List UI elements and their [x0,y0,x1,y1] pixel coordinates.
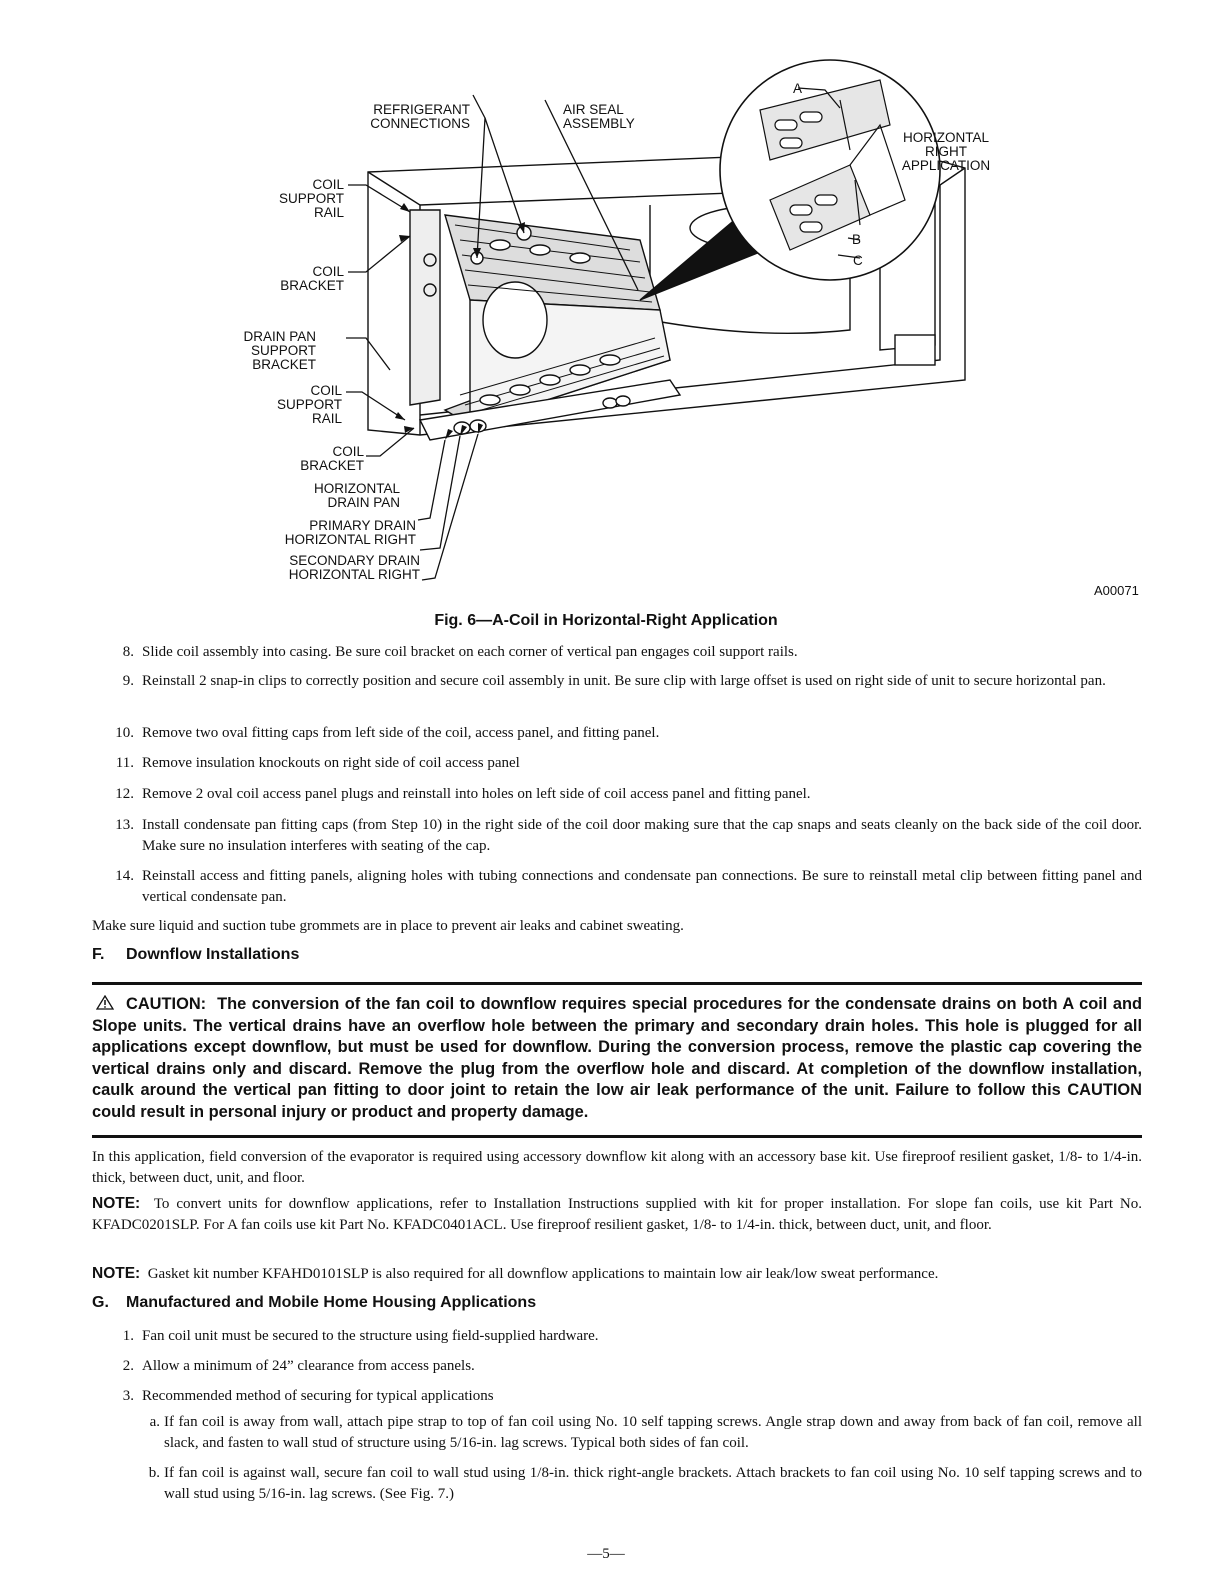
caution-text: The conversion of the fan coil to downflow requires special procedures for the condensate drains on both A coil and Slope units. The vertical drains have an overflow hole between the primary and secondary drain holes. This hole is plugged for all applications except downflow, but must be used for downflow. During the conversion process, remove the plastic cap covering the vertical drains only and discard. Remove the plug from the overflow hole and discard. At completion of the downflow installation, caulk around the vertical pan fitting to door joint to retain the low air leak performance of the unit. Failure to follow this CAUTION could result in personal injury or product and property damage. [92,995,1142,1121]
section-title: Downflow Installations [126,946,300,963]
section-f-heading [92,946,299,964]
step-text: Allow a minimum of 24” clearance from access panels. [142,1358,475,1374]
caution-label: CAUTION: [126,995,207,1013]
section-letter: G. [92,1294,109,1311]
note-gasket-kit [92,1263,1142,1285]
label-drain-pan-support-bracket: DRAIN PAN SUPPORT BRACKET [243,329,316,372]
label-detail-b: B [852,232,862,247]
label-horizontal-drain-pan: HORIZONTAL DRAIN PAN [313,481,400,510]
label-horizontal-right-application: HORIZONTAL RIGHT APPLICATION [901,130,991,173]
section-g-heading [92,1294,536,1312]
step-number: 11. [115,755,134,771]
step-text: Recommended method of securing for typical applications [142,1388,494,1404]
label-coil-bracket-bottom: COIL BRACKET [300,444,364,473]
step-number: 9. [122,673,134,689]
step-text: Fan coil unit must be secured to the structure using field-supplied hardware. [142,1328,599,1344]
note-text: Gasket kit number KFAHD0101SLP is also required for all downflow applications to maintain low air leak/low sweat performance. [147,1266,939,1282]
step-number: 10. [115,725,134,741]
caution-top-rule [92,982,1142,985]
step-number: 14. [115,868,134,884]
step-number: b. [148,1465,160,1481]
label-coil-support-rail-bottom: COIL SUPPORT RAIL [276,383,342,426]
step-number: a. [149,1414,160,1430]
step-text: Install condensate pan fitting caps (from Step 10) in the right side of the coil door making sure that the cap snaps and seats cleanly on the back side of the coil door. Make sure no insulation interferes with seating of the cap. [142,817,1142,854]
step-number: 12. [115,786,134,802]
section-letter: F. [92,946,105,963]
note-downflow-kit [92,1193,1142,1236]
label-coil-bracket-top: COIL BRACKET [280,264,344,293]
downflow-body: In this application, field conversion of the evaporator is required using accessory downflow kit along with an accessory base kit. Use fireproof resilient gasket, 1/8- to 1/4-in. thick, between duct, unit, and floor. [92,1149,1142,1186]
label-detail-c: C [853,253,863,268]
label-refrigerant-connections: REFRIGERANT CONNECTIONS [370,102,470,131]
grommet-note: Make sure liquid and suction tube grommets are in place to prevent air leaks and cabinet sweating. [92,918,684,934]
figure-6 [0,0,1212,610]
step-text: Slide coil assembly into casing. Be sure coil bracket on each corner of vertical pan engages coil support rails. [142,644,798,660]
step-number: 1. [122,1328,134,1344]
caution-bottom-rule [92,1135,1142,1138]
step-number: 3. [122,1388,134,1404]
label-coil-support-rail-top: COIL SUPPORT RAIL [278,177,344,220]
a-coil-illustration [0,0,1212,610]
step-number: 8. [122,644,134,660]
note-label: NOTE: [92,1265,141,1282]
step-number: 2. [122,1358,134,1374]
label-secondary-drain: SECONDARY DRAIN HORIZONTAL RIGHT [288,553,420,582]
step-number: 13. [115,817,134,833]
page-number: —5— [587,1546,625,1562]
warning-icon [96,995,114,1010]
figure-caption: Fig. 6—A-Coil in Horizontal-Right Application [434,612,778,629]
label-detail-a: A [793,81,803,96]
label-air-seal-assembly: AIR SEAL ASSEMBLY [563,102,635,131]
note-text: To convert units for downflow applications, refer to Installation Instructions supplied with kit for proper installation. For slope fan coils, use kit Part No. KFADC0201SLP. For A fan coils use kit Part No. KFADC0401ACL. Use fireproof resilient gasket, 1/8- to 1/4-in. thick, between duct, unit, and floor. [92,1196,1142,1233]
step-text: Reinstall 2 snap-in clips to correctly position and secure coil assembly in unit. Be sure clip with large offset is used on right side of unit to secure horizontal pan. [142,673,1106,689]
label-primary-drain: PRIMARY DRAIN HORIZONTAL RIGHT [284,518,416,547]
step-text: Remove insulation knockouts on right side of coil access panel [142,755,520,771]
step-text: If fan coil is away from wall, attach pipe strap to top of fan coil using No. 10 self tapping screws. Angle strap down and away from back of fan coil, remove all slack, and fasten to wall stud of structure using 5/16-in. lag screws. Typical both sides of fan coil. [164,1414,1142,1451]
caution-box [92,994,1142,1123]
section-title: Manufactured and Mobile Home Housing Applications [126,1294,537,1311]
note-label: NOTE: [92,1195,141,1212]
step-text: Reinstall access and fitting panels, aligning holes with tubing connections and condensate pan connections. Be sure to reinstall metal clip between fitting panel and vertical condensate pan. [142,868,1142,905]
step-text: Remove 2 oval coil access panel plugs and reinstall into holes on left side of coil access panel and fitting panel. [142,786,811,802]
step-text: If fan coil is against wall, secure fan coil to wall stud using 1/8-in. thick right-angle brackets. Attach brackets to fan coil using No. 10 self tapping screws and to wall stud using 5/16-in. lag screws. (See Fig. 7.) [164,1465,1142,1502]
step-text: Remove two oval fitting caps from left side of the coil, access panel, and fitting panel. [142,725,660,741]
figure-id: A00071 [1094,583,1139,598]
